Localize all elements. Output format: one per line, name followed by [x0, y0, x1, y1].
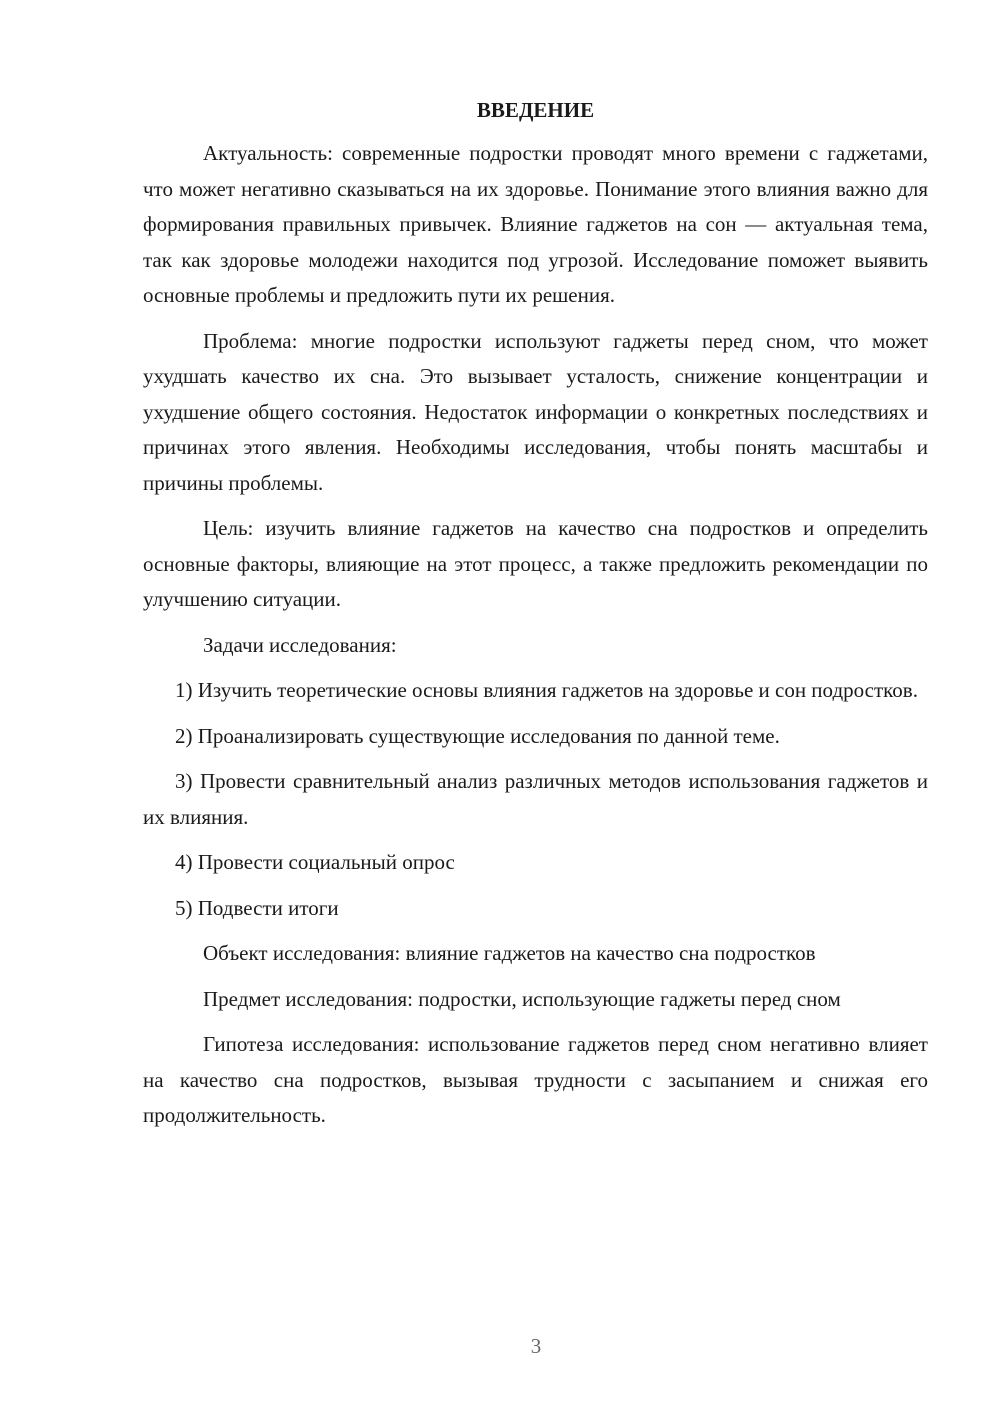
- paragraph-hypothesis: Гипотеза исследования: использование гаджетов перед сном негативно влияет на качество сна подростков, вызывая трудности с засыпанием и снижая его продолжительность.: [143, 1032, 928, 1127]
- task-item-3: 3) Провести сравнительный анализ различных методов использования гаджетов и их влияния.: [143, 769, 928, 829]
- paragraph-problem: Проблема: многие подростки используют гаджеты перед сном, что может ухудшать качество их сна. Это вызывает усталость, снижение концентрации и ухудшение общего состояния. Недостаток информации о конкретных последствиях и причинах этого явления. Необходимы исследования, чтобы понять масштабы и причины проблемы.: [143, 328, 928, 495]
- task-item-1: 1) Изучить теоретические основы влияния гаджетов на здоровье и сон подростков.: [175, 678, 918, 702]
- tasks-title: Задачи исследования:: [203, 632, 397, 657]
- paragraph-subject: Предмет исследования: подростки, использующие гаджеты перед сном: [203, 986, 841, 1011]
- task-item-4: 4) Провести социальный опрос: [175, 850, 455, 874]
- paragraph-relevance: Актуальность: современные подростки проводят много времени с гаджетами, что может негативно сказываться на их здоровье. Понимание этого влияния важно для формирования правильных привычек. Влияние гаджетов на сон — актуальная тема, так как здоровье молодежи находится под угрозой. Исследование поможет выявить основные проблемы и предложить пути их решения.: [143, 141, 928, 307]
- page-number: 3: [530, 1334, 542, 1358]
- section-heading: ВВЕДЕНИЕ: [476, 98, 595, 122]
- task-item-2: 2) Проанализировать существующие исследования по данной теме.: [175, 723, 780, 748]
- page-content: [143, 96, 928, 1144]
- task-item-5: 5) Подвести итоги: [175, 895, 339, 920]
- paragraph-object: Объект исследования: влияние гаджетов на качество сна подростков: [203, 941, 816, 965]
- paragraph-goal: Цель: изучить влияние гаджетов на качество сна подростков и определить основные факторы, влияющие на этот процесс, а также предложить рекомендации по улучшению ситуации.: [143, 516, 928, 611]
